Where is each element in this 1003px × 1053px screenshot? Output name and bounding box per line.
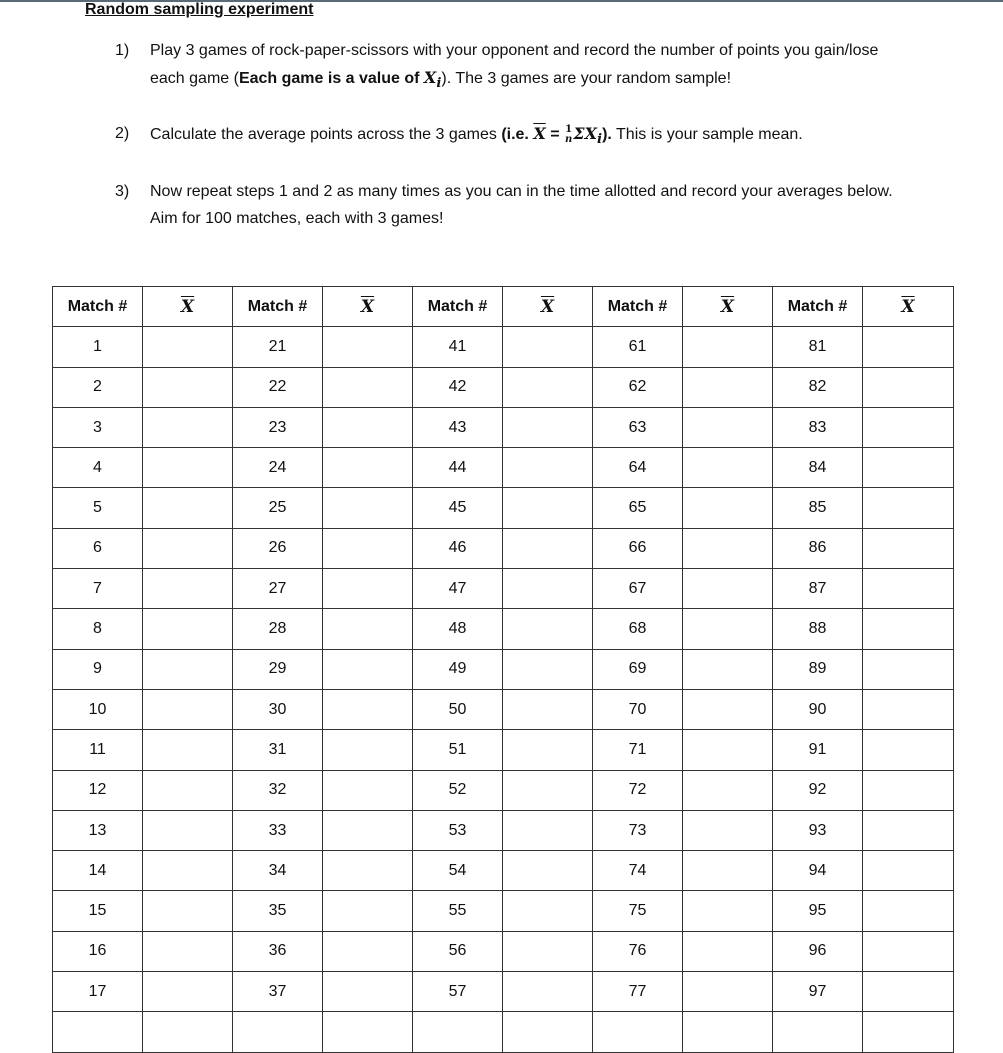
fraction-denominator: n — [564, 133, 573, 145]
match-number-cell: 43 — [413, 407, 503, 447]
step-text — [150, 37, 915, 97]
sample-mean-cell[interactable] — [323, 1012, 413, 1052]
match-number-cell: 37 — [233, 972, 323, 1012]
step-2 — [115, 120, 915, 153]
sample-mean-cell[interactable] — [863, 972, 954, 1012]
match-number-cell: 2 — [53, 367, 143, 407]
match-number-cell: 87 — [773, 569, 863, 609]
match-number-cell: 17 — [53, 972, 143, 1012]
sample-mean-cell[interactable] — [863, 649, 954, 689]
match-number-cell: 28 — [233, 609, 323, 649]
match-number-cell: 16 — [53, 931, 143, 971]
sample-mean-cell[interactable] — [503, 730, 593, 770]
sample-mean-cell[interactable] — [143, 327, 233, 367]
match-number-cell: 29 — [233, 649, 323, 689]
match-number-cell: 11 — [53, 730, 143, 770]
table-row — [53, 488, 954, 528]
step-number: 1) — [115, 42, 130, 59]
match-number-cell: 89 — [773, 649, 863, 689]
sample-mean-cell[interactable] — [143, 689, 233, 729]
match-number-cell: 54 — [413, 851, 503, 891]
sample-mean-cell[interactable] — [683, 770, 773, 810]
sample-mean-cell[interactable] — [143, 851, 233, 891]
match-number-cell: 32 — [233, 770, 323, 810]
match-column-header: Match # — [53, 287, 143, 327]
match-number-cell: 88 — [773, 609, 863, 649]
sample-mean-cell[interactable] — [143, 891, 233, 931]
match-number-cell: 90 — [773, 689, 863, 729]
step-1-text-a: Play 3 games of rock-paper-scissors with your opponent and record the number of points you gain/lose each game ( — [150, 42, 879, 87]
sample-mean-cell[interactable] — [683, 649, 773, 689]
match-number-cell: 95 — [773, 891, 863, 931]
sample-mean-cell[interactable] — [683, 1012, 773, 1052]
match-number-cell: 83 — [773, 407, 863, 447]
table-row — [53, 569, 954, 609]
sample-mean-cell[interactable] — [683, 972, 773, 1012]
sample-mean-cell[interactable] — [323, 407, 413, 447]
sample-mean-cell[interactable] — [683, 609, 773, 649]
step-1-text-b: ). The 3 games are your random sample! — [441, 70, 732, 87]
sample-mean-cell[interactable] — [683, 448, 773, 488]
sample-mean-cell[interactable] — [503, 407, 593, 447]
sample-mean-cell[interactable] — [143, 407, 233, 447]
sample-mean-cell[interactable] — [863, 367, 954, 407]
table-row — [53, 609, 954, 649]
match-number-cell: 72 — [593, 770, 683, 810]
table-row — [53, 730, 954, 770]
sample-mean-cell[interactable] — [503, 528, 593, 568]
xbar-header-symbol: $\overline{X}$ — [180, 296, 195, 317]
match-number-cell: 36 — [233, 931, 323, 971]
sample-mean-cell[interactable] — [503, 972, 593, 1012]
match-number-cell: 46 — [413, 528, 503, 568]
table-row — [53, 770, 954, 810]
match-number-cell: 52 — [413, 770, 503, 810]
sample-mean-cell[interactable] — [683, 891, 773, 931]
sample-mean-cell[interactable] — [683, 730, 773, 770]
match-number-cell: 71 — [593, 730, 683, 770]
match-number-cell: 22 — [233, 367, 323, 407]
table-header-row — [53, 287, 954, 327]
match-number-cell: 69 — [593, 649, 683, 689]
match-number-cell: 97 — [773, 972, 863, 1012]
sample-mean-cell[interactable] — [143, 1012, 233, 1052]
match-number-cell: 23 — [233, 407, 323, 447]
sample-mean-cell[interactable] — [503, 327, 593, 367]
step-1-sub: i — [436, 75, 442, 92]
xbar-symbol: $\overline{X}$ — [533, 124, 546, 143]
xbar-header-symbol: $\overline{X}$ — [540, 296, 555, 317]
sample-mean-cell[interactable] — [683, 851, 773, 891]
step-text: Now repeat steps 1 and 2 as many times as you can in the time allotted and record your averages below. Aim for 100 matches, each with 3 games! — [150, 183, 893, 227]
match-column-header: Match # — [593, 287, 683, 327]
table-row — [53, 1012, 954, 1052]
match-number-cell: 35 — [233, 891, 323, 931]
sample-mean-cell[interactable] — [503, 931, 593, 971]
table-row — [53, 851, 954, 891]
match-number-cell: 21 — [233, 327, 323, 367]
match-number-cell: 34 — [233, 851, 323, 891]
match-number-cell: 91 — [773, 730, 863, 770]
match-number-cell: 31 — [233, 730, 323, 770]
step-2-sub: i — [597, 131, 603, 148]
step-1-var: X — [423, 68, 437, 87]
sample-mean-cell[interactable] — [503, 609, 593, 649]
sample-mean-cell[interactable] — [143, 649, 233, 689]
match-number-cell: 55 — [413, 891, 503, 931]
sample-mean-cell[interactable] — [863, 931, 954, 971]
fraction — [565, 125, 572, 145]
equals-sign: = — [545, 126, 564, 143]
sample-mean-cell[interactable] — [863, 730, 954, 770]
match-number-cell: 61 — [593, 327, 683, 367]
match-number-cell: 49 — [413, 649, 503, 689]
sample-mean-cell[interactable] — [323, 689, 413, 729]
sample-mean-cell[interactable] — [503, 810, 593, 850]
sample-mean-cell[interactable] — [143, 569, 233, 609]
match-number-cell: 4 — [53, 448, 143, 488]
sample-mean-cell[interactable] — [863, 569, 954, 609]
document-title: Random sampling experiment — [85, 1, 314, 18]
match-number-cell — [773, 1012, 863, 1052]
step-2-bold-open: (i.e. — [501, 126, 534, 143]
match-number-cell: 12 — [53, 770, 143, 810]
sample-mean-cell[interactable] — [323, 730, 413, 770]
xbar-header-symbol: $\overline{X}$ — [360, 296, 375, 317]
match-number-cell: 64 — [593, 448, 683, 488]
sample-mean-cell[interactable] — [503, 891, 593, 931]
table-row — [53, 972, 954, 1012]
match-number-cell: 7 — [53, 569, 143, 609]
match-number-cell: 41 — [413, 327, 503, 367]
sample-mean-cell[interactable] — [323, 770, 413, 810]
table-row — [53, 407, 954, 447]
match-number-cell: 75 — [593, 891, 683, 931]
sample-mean-cell[interactable] — [863, 810, 954, 850]
step-1 — [115, 37, 915, 97]
sample-mean-cell[interactable] — [323, 367, 413, 407]
sample-mean-cell[interactable] — [863, 327, 954, 367]
match-number-cell: 67 — [593, 569, 683, 609]
step-number: 3) — [115, 183, 130, 200]
match-number-cell: 45 — [413, 488, 503, 528]
match-number-cell: 48 — [413, 609, 503, 649]
sample-mean-cell[interactable] — [863, 488, 954, 528]
sum-expression: ΣX — [573, 124, 597, 143]
match-number-cell: 42 — [413, 367, 503, 407]
sample-mean-cell[interactable] — [143, 528, 233, 568]
match-number-cell: 66 — [593, 528, 683, 568]
match-number-cell: 56 — [413, 931, 503, 971]
sample-mean-cell[interactable] — [683, 367, 773, 407]
xbar-column-header — [683, 287, 773, 327]
match-number-cell: 86 — [773, 528, 863, 568]
table-row — [53, 689, 954, 729]
sample-mean-cell[interactable] — [503, 488, 593, 528]
sample-mean-cell[interactable] — [863, 448, 954, 488]
match-column-header: Match # — [773, 287, 863, 327]
sample-mean-cell[interactable] — [323, 810, 413, 850]
sample-mean-cell[interactable] — [143, 609, 233, 649]
sample-mean-cell[interactable] — [143, 972, 233, 1012]
match-number-cell — [53, 1012, 143, 1052]
sample-mean-cell[interactable] — [143, 931, 233, 971]
sample-mean-cell[interactable] — [323, 609, 413, 649]
sample-mean-cell[interactable] — [683, 528, 773, 568]
sample-mean-cell[interactable] — [863, 891, 954, 931]
sample-mean-cell[interactable] — [863, 1012, 954, 1052]
match-number-cell: 77 — [593, 972, 683, 1012]
sample-mean-cell[interactable] — [323, 448, 413, 488]
sample-mean-cell[interactable] — [503, 770, 593, 810]
sample-mean-cell[interactable] — [683, 569, 773, 609]
sample-mean-cell[interactable] — [863, 407, 954, 447]
table-row — [53, 367, 954, 407]
step-2-text-b: This is your sample mean. — [611, 126, 803, 143]
step-1-bold: Each game is a value of — [238, 70, 424, 87]
sample-mean-cell[interactable] — [323, 891, 413, 931]
match-number-cell: 50 — [413, 689, 503, 729]
match-number-cell: 10 — [53, 689, 143, 729]
match-number-cell: 8 — [53, 609, 143, 649]
sample-mean-cell[interactable] — [323, 488, 413, 528]
sample-mean-cell[interactable] — [863, 689, 954, 729]
table-row — [53, 327, 954, 367]
sample-mean-cell[interactable] — [323, 931, 413, 971]
match-number-cell: 82 — [773, 367, 863, 407]
sample-mean-cell[interactable] — [323, 528, 413, 568]
sample-mean-cell[interactable] — [683, 488, 773, 528]
match-number-cell: 92 — [773, 770, 863, 810]
match-number-cell: 13 — [53, 810, 143, 850]
match-number-cell: 1 — [53, 327, 143, 367]
table-row — [53, 810, 954, 850]
match-number-cell: 44 — [413, 448, 503, 488]
fraction-numerator: 1 — [565, 123, 573, 135]
match-number-cell: 3 — [53, 407, 143, 447]
match-number-cell: 68 — [593, 609, 683, 649]
sample-mean-cell[interactable] — [323, 327, 413, 367]
match-number-cell: 14 — [53, 851, 143, 891]
sample-mean-cell[interactable] — [503, 851, 593, 891]
sample-mean-cell[interactable] — [323, 649, 413, 689]
sample-mean-cell[interactable] — [503, 569, 593, 609]
match-number-cell: 57 — [413, 972, 503, 1012]
table-row — [53, 448, 954, 488]
sample-mean-cell[interactable] — [863, 770, 954, 810]
match-column-header: Match # — [413, 287, 503, 327]
sample-mean-cell[interactable] — [503, 689, 593, 729]
step-2-bold-close: ). — [602, 126, 612, 143]
step-text — [150, 120, 915, 153]
match-number-cell: 5 — [53, 488, 143, 528]
xbar-column-header — [863, 287, 954, 327]
sample-mean-cell[interactable] — [503, 1012, 593, 1052]
sample-mean-cell[interactable] — [503, 649, 593, 689]
match-number-cell: 33 — [233, 810, 323, 850]
table-row — [53, 931, 954, 971]
match-number-cell: 26 — [233, 528, 323, 568]
sample-mean-cell[interactable] — [683, 407, 773, 447]
sample-mean-cell[interactable] — [143, 367, 233, 407]
sample-mean-cell[interactable] — [863, 609, 954, 649]
sample-mean-cell[interactable] — [143, 730, 233, 770]
match-number-cell — [413, 1012, 503, 1052]
match-number-cell: 9 — [53, 649, 143, 689]
sample-mean-cell[interactable] — [143, 770, 233, 810]
match-number-cell — [233, 1012, 323, 1052]
step-number: 2) — [115, 125, 130, 142]
sample-mean-cell[interactable] — [323, 569, 413, 609]
sample-mean-cell[interactable] — [683, 810, 773, 850]
match-number-cell: 81 — [773, 327, 863, 367]
sample-mean-cell[interactable] — [503, 367, 593, 407]
sample-mean-cell[interactable] — [143, 488, 233, 528]
step-3 — [115, 178, 915, 232]
match-number-cell — [593, 1012, 683, 1052]
match-number-cell: 62 — [593, 367, 683, 407]
match-column-header: Match # — [233, 287, 323, 327]
xbar-column-header — [503, 287, 593, 327]
table-row — [53, 891, 954, 931]
match-number-cell: 70 — [593, 689, 683, 729]
match-averages-table — [52, 286, 954, 1053]
sample-mean-cell[interactable] — [323, 851, 413, 891]
match-number-cell: 74 — [593, 851, 683, 891]
match-number-cell: 73 — [593, 810, 683, 850]
xbar-column-header — [143, 287, 233, 327]
match-number-cell: 85 — [773, 488, 863, 528]
sample-mean-cell[interactable] — [683, 689, 773, 729]
match-number-cell: 93 — [773, 810, 863, 850]
match-number-cell: 84 — [773, 448, 863, 488]
sample-mean-cell[interactable] — [323, 972, 413, 1012]
match-number-cell: 24 — [233, 448, 323, 488]
match-number-cell: 27 — [233, 569, 323, 609]
match-number-cell: 76 — [593, 931, 683, 971]
match-number-cell: 30 — [233, 689, 323, 729]
match-number-cell: 96 — [773, 931, 863, 971]
sample-mean-cell[interactable] — [503, 448, 593, 488]
match-number-cell: 51 — [413, 730, 503, 770]
match-number-cell: 6 — [53, 528, 143, 568]
sample-mean-cell[interactable] — [863, 528, 954, 568]
table-body — [53, 327, 954, 1052]
match-number-cell: 53 — [413, 810, 503, 850]
xbar-header-symbol: $\overline{X}$ — [720, 296, 735, 317]
sample-mean-cell[interactable] — [143, 448, 233, 488]
sample-mean-cell[interactable] — [143, 810, 233, 850]
match-number-cell: 65 — [593, 488, 683, 528]
sample-mean-cell[interactable] — [683, 327, 773, 367]
match-number-cell: 15 — [53, 891, 143, 931]
step-2-text-a: Calculate the average points across the 3 games — [150, 126, 502, 143]
match-number-cell: 47 — [413, 569, 503, 609]
sample-mean-cell[interactable] — [863, 851, 954, 891]
match-number-cell: 94 — [773, 851, 863, 891]
xbar-header-symbol: $\overline{X}$ — [901, 296, 915, 317]
match-number-cell: 25 — [233, 488, 323, 528]
sample-mean-cell[interactable] — [683, 931, 773, 971]
table-row — [53, 528, 954, 568]
table-row — [53, 649, 954, 689]
match-number-cell: 63 — [593, 407, 683, 447]
xbar-column-header — [323, 287, 413, 327]
